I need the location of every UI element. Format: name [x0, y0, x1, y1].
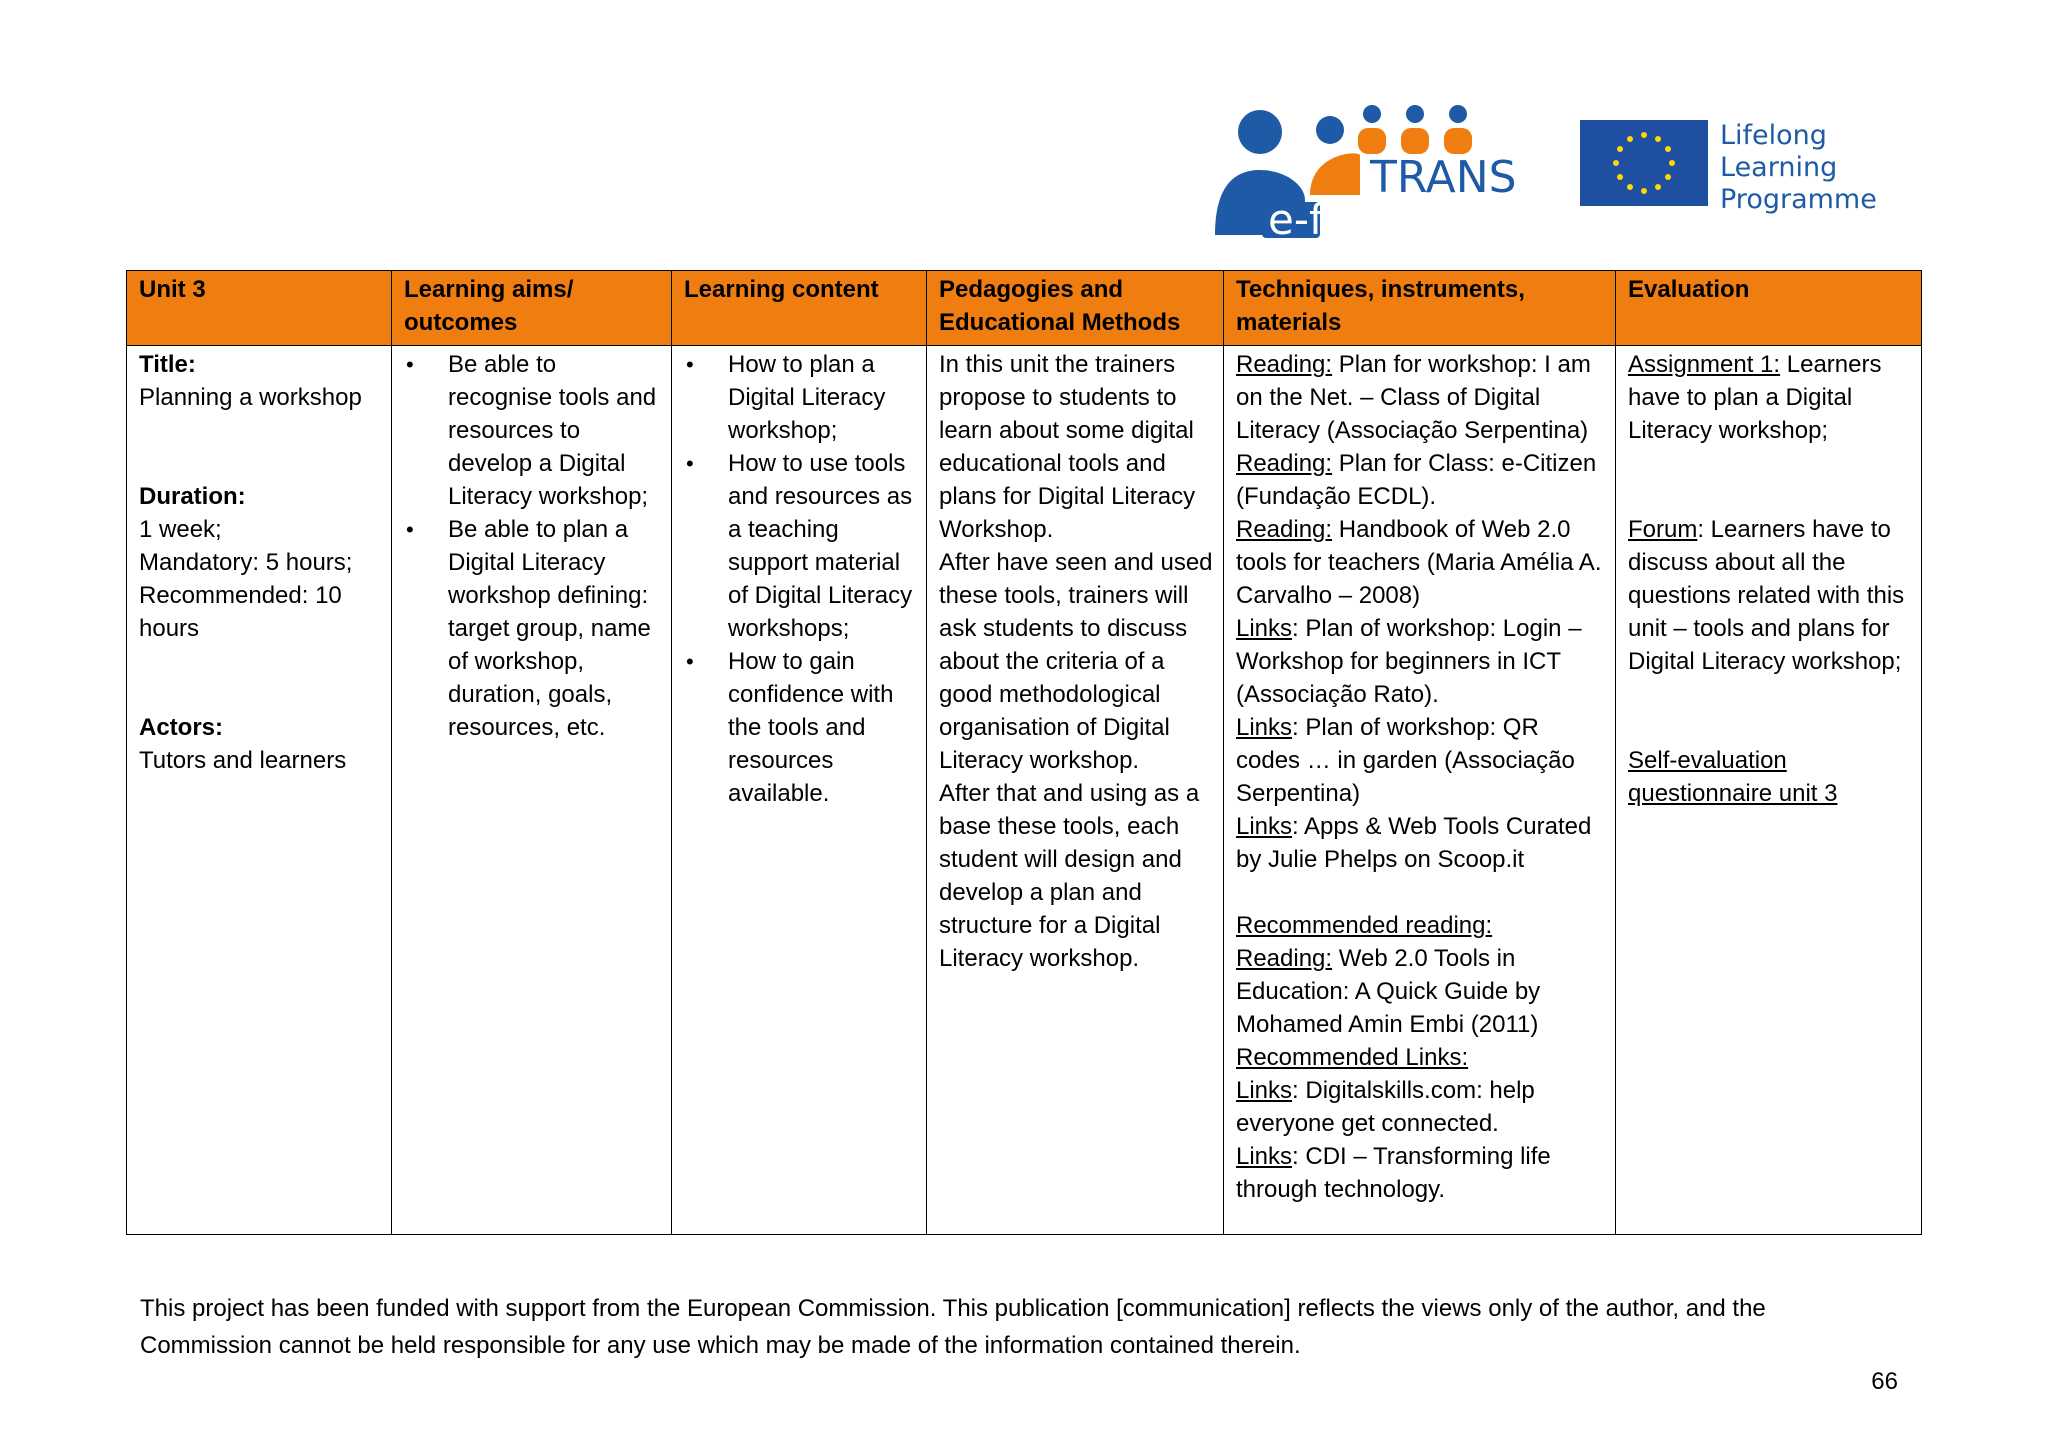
- pedagogy-paragraph: After that and using as a base these tools, each student will design and develop a plan and structure for a Digital Literacy workshop.: [939, 780, 1200, 972]
- resource-link[interactable]: Links: [1236, 1143, 1293, 1170]
- resource-item: [1236, 1074, 1607, 1140]
- resource-item: [1236, 612, 1607, 711]
- trans-text: TRANS: [1370, 152, 1517, 203]
- forum-link[interactable]: Forum: [1628, 516, 1698, 543]
- resource-item: [1236, 348, 1607, 447]
- resource-item: [1236, 942, 1607, 1041]
- self-evaluation-link[interactable]: Self-evaluation questionnaire unit 3: [1628, 747, 1838, 807]
- forum-text: : Learners have to discuss about all the questions related with this unit – tools and plans for Digital Literacy workshop;: [1628, 516, 1905, 675]
- trans-efacilitator-logo: [1210, 100, 1517, 244]
- list-item: • Be able to recognise tools and resources to develop a Digital Literacy workshop;: [404, 348, 663, 513]
- assignment-item: [1628, 348, 1913, 447]
- header-content: Learning content: [672, 271, 927, 346]
- resource-text: : Plan of workshop: Login – Workshop for beginners in ICT (Associação Rato).: [1236, 615, 1582, 708]
- actors-label: Actors:: [139, 714, 224, 741]
- eu-flag-icon: [1580, 120, 1708, 206]
- content-cell: [672, 346, 927, 1235]
- unit-info-cell: [127, 346, 392, 1235]
- funding-disclaimer: This project has been funded with support from the European Commission. This publication [communication] reflects the views only of the author, and the Commission cannot be held responsible for any use which may be made of the information contained therein.: [140, 1295, 1766, 1359]
- header-aims: Learning aims/ outcomes: [392, 271, 672, 346]
- aims-cell: [392, 346, 672, 1235]
- resource-item: [1236, 513, 1607, 612]
- title-value: Planning a workshop: [139, 384, 362, 411]
- resource-link[interactable]: Links: [1236, 615, 1293, 642]
- resource-item: [1236, 1140, 1607, 1206]
- eu-programme-text: [1720, 120, 1877, 216]
- resource-link[interactable]: Links: [1236, 813, 1293, 840]
- resource-link[interactable]: Reading:: [1236, 351, 1333, 378]
- resource-item: [1236, 810, 1607, 876]
- page-number: 66: [1871, 1368, 1898, 1395]
- recommended-links-label: Recommended Links:: [1236, 1044, 1469, 1071]
- resource-text: : Digitalskills.com: help everyone get connected.: [1236, 1077, 1535, 1137]
- evaluation-cell: [1616, 346, 1922, 1235]
- resource-text: Web 2.0 Tools in Education: A Quick Guide by Mohamed Amin Embi (2011): [1236, 945, 1541, 1038]
- pedagogy-paragraph: In this unit the trainers propose to students to learn about some digital educational tools and plans for Digital Literacy Workshop.: [939, 351, 1196, 543]
- resource-link[interactable]: Reading:: [1236, 516, 1333, 543]
- resource-link[interactable]: Reading:: [1236, 450, 1333, 477]
- list-item: • How to use tools and resources as a teaching support material of Digital Literacy workshops;: [684, 447, 918, 645]
- table-row: [127, 346, 1922, 1235]
- duration-label: Duration:: [139, 483, 246, 510]
- resource-text: Plan for workshop: I am on the Net. – Class of Digital Literacy (Associação Serpentina): [1236, 351, 1591, 444]
- resource-link[interactable]: Links: [1236, 1077, 1293, 1104]
- assignment-link[interactable]: Assignment 1:: [1628, 351, 1781, 378]
- recommended-reading-label: Recommended reading:: [1236, 912, 1493, 939]
- resource-text: : CDI – Transforming life through technology.: [1236, 1143, 1551, 1203]
- pedagogy-paragraph: After have seen and used these tools, trainers will ask students to discuss about the criteria of a good methodological organisation of Digital Literacy workshop.: [939, 549, 1213, 774]
- resource-item: [1236, 711, 1607, 810]
- unit-table: [126, 270, 1922, 1235]
- resource-text: Handbook of Web 2.0 tools for teachers (Maria Amélia A. Carvalho – 2008): [1236, 516, 1602, 609]
- resource-text: Plan for Class: e-Citizen (Fundação ECDL).: [1236, 450, 1597, 510]
- duration-line: Recommended: 10 hours: [139, 582, 342, 642]
- eu-line-3: Programme: [1720, 184, 1877, 215]
- actors-value: Tutors and learners: [139, 747, 347, 774]
- lifelong-learning-logo: [1580, 120, 1890, 215]
- table-header-row: [127, 271, 1922, 346]
- resource-item: [1236, 447, 1607, 513]
- resource-text: : Plan of workshop: QR codes … in garden (Associação Serpentina): [1236, 714, 1575, 807]
- forum-item: [1628, 513, 1913, 678]
- eu-line-2: Learning: [1720, 152, 1838, 183]
- header-logos: [1210, 100, 1890, 244]
- duration-line: 1 week;: [139, 516, 222, 543]
- efacilitator-text: e-facilitator: [1268, 195, 1510, 244]
- assignment-text: Learners have to plan a Digital Literacy workshop;: [1628, 351, 1882, 444]
- duration-line: Mandatory: 5 hours;: [139, 549, 353, 576]
- resource-link[interactable]: Reading:: [1236, 945, 1333, 972]
- header-techniques: Techniques, instruments, materials: [1224, 271, 1616, 346]
- eu-line-1: Lifelong: [1720, 120, 1827, 151]
- resource-text: : Apps & Web Tools Curated by Julie Phelps on Scoop.it: [1236, 813, 1592, 873]
- techniques-cell: [1224, 346, 1616, 1235]
- list-item: • How to gain confidence with the tools and resources available.: [684, 645, 918, 810]
- header-evaluation: Evaluation: [1616, 271, 1922, 346]
- header-unit: Unit 3: [127, 271, 392, 346]
- title-label: Title:: [139, 351, 196, 378]
- list-item: • Be able to plan a Digital Literacy workshop defining: target group, name of workshop, duration, goals, resources, etc.: [404, 513, 663, 744]
- list-item: • How to plan a Digital Literacy workshop;: [684, 348, 918, 447]
- pedagogies-cell: [927, 346, 1224, 1235]
- resource-link[interactable]: Links: [1236, 714, 1293, 741]
- header-pedagogies: Pedagogies and Educational Methods: [927, 271, 1224, 346]
